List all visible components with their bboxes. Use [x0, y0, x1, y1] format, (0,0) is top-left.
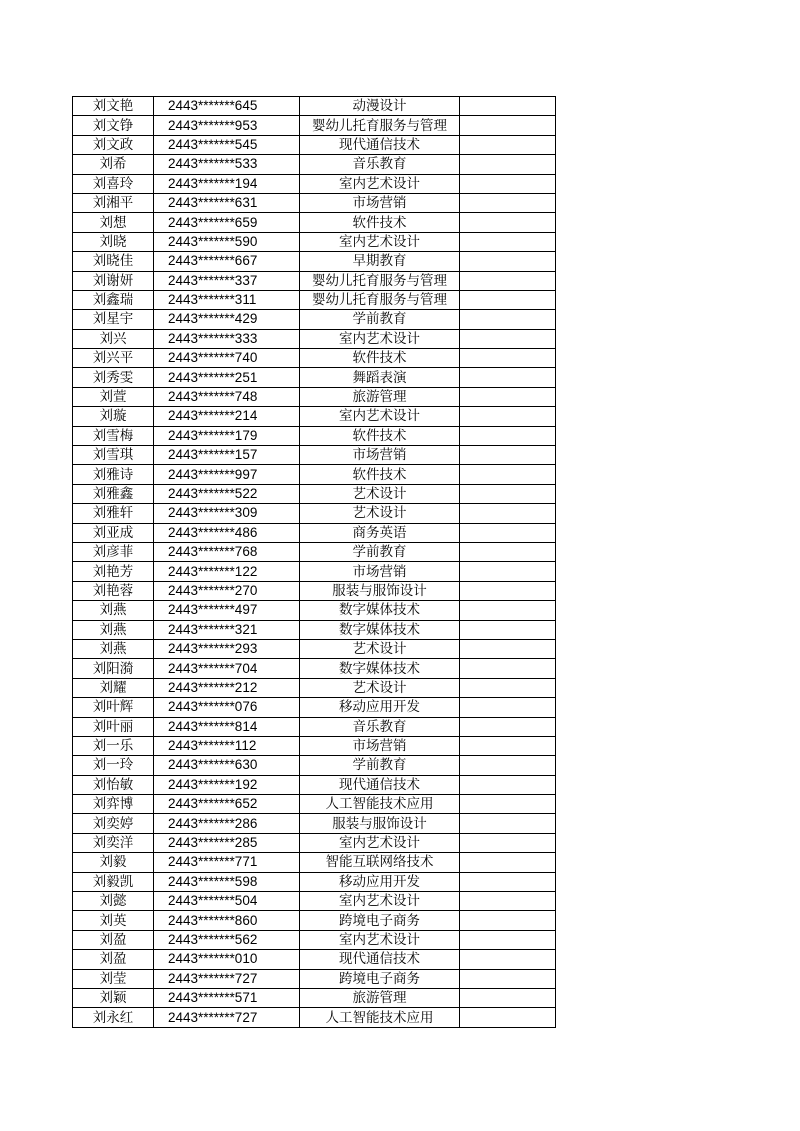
empty-cell — [460, 892, 556, 911]
student-id-cell: 2443*******504 — [154, 892, 300, 911]
empty-cell — [460, 814, 556, 833]
student-name-cell: 刘一玲 — [73, 756, 154, 775]
student-name-cell: 刘谢妍 — [73, 271, 154, 290]
table-row — [73, 97, 556, 116]
empty-cell — [460, 446, 556, 465]
major-cell: 动漫设计 — [300, 97, 460, 116]
empty-cell — [460, 213, 556, 232]
table-row — [73, 116, 556, 135]
table-row — [73, 387, 556, 406]
major-cell: 现代通信技术 — [300, 950, 460, 969]
student-name-cell: 刘希 — [73, 155, 154, 174]
empty-cell — [460, 950, 556, 969]
empty-cell — [460, 484, 556, 503]
major-cell: 现代通信技术 — [300, 775, 460, 794]
student-name-cell: 刘弈博 — [73, 795, 154, 814]
student-name-cell: 刘英 — [73, 911, 154, 930]
student-name-cell: 刘雅鑫 — [73, 484, 154, 503]
empty-cell — [460, 678, 556, 697]
roster-body — [73, 97, 556, 1028]
student-name-cell: 刘晓佳 — [73, 252, 154, 271]
student-id-cell: 2443*******179 — [154, 426, 300, 445]
major-cell: 市场营销 — [300, 446, 460, 465]
table-row — [73, 853, 556, 872]
empty-cell — [460, 426, 556, 445]
student-name-cell: 刘湘平 — [73, 193, 154, 212]
empty-cell — [460, 562, 556, 581]
major-cell: 婴幼儿托育服务与管理 — [300, 271, 460, 290]
table-row — [73, 756, 556, 775]
student-name-cell: 刘文铮 — [73, 116, 154, 135]
student-id-cell: 2443*******285 — [154, 833, 300, 852]
table-row — [73, 349, 556, 368]
empty-cell — [460, 310, 556, 329]
student-id-cell: 2443*******953 — [154, 116, 300, 135]
empty-cell — [460, 135, 556, 154]
major-cell: 早期教育 — [300, 252, 460, 271]
student-id-cell: 2443*******192 — [154, 775, 300, 794]
student-name-cell: 刘阳漪 — [73, 659, 154, 678]
student-id-cell: 2443*******286 — [154, 814, 300, 833]
major-cell: 艺术设计 — [300, 639, 460, 658]
major-cell: 室内艺术设计 — [300, 407, 460, 426]
student-name-cell: 刘喜玲 — [73, 174, 154, 193]
table-row — [73, 678, 556, 697]
empty-cell — [460, 368, 556, 387]
empty-cell — [460, 542, 556, 561]
student-name-cell: 刘盈 — [73, 950, 154, 969]
major-cell: 商务英语 — [300, 523, 460, 542]
student-id-cell: 2443*******748 — [154, 387, 300, 406]
student-id-cell: 2443*******212 — [154, 678, 300, 697]
student-id-cell: 2443*******076 — [154, 698, 300, 717]
table-row — [73, 698, 556, 717]
major-cell: 室内艺术设计 — [300, 329, 460, 348]
student-id-cell: 2443*******333 — [154, 329, 300, 348]
student-id-cell: 2443*******659 — [154, 213, 300, 232]
student-id-cell: 2443*******727 — [154, 1008, 300, 1027]
student-name-cell: 刘萱 — [73, 387, 154, 406]
table-row — [73, 174, 556, 193]
major-cell: 软件技术 — [300, 426, 460, 445]
student-id-cell: 2443*******429 — [154, 310, 300, 329]
student-name-cell: 刘燕 — [73, 601, 154, 620]
table-row — [73, 833, 556, 852]
student-name-cell: 刘永红 — [73, 1008, 154, 1027]
empty-cell — [460, 872, 556, 891]
table-row — [73, 639, 556, 658]
table-row — [73, 736, 556, 755]
student-id-cell: 2443*******545 — [154, 135, 300, 154]
table-row — [73, 950, 556, 969]
empty-cell — [460, 504, 556, 523]
student-name-cell: 刘盈 — [73, 930, 154, 949]
student-id-cell: 2443*******667 — [154, 252, 300, 271]
empty-cell — [460, 329, 556, 348]
table-row — [73, 911, 556, 930]
student-name-cell: 刘雪琪 — [73, 446, 154, 465]
table-row — [73, 562, 556, 581]
empty-cell — [460, 911, 556, 930]
major-cell: 跨境电子商务 — [300, 911, 460, 930]
table-row — [73, 426, 556, 445]
table-row — [73, 930, 556, 949]
empty-cell — [460, 407, 556, 426]
student-id-cell: 2443*******251 — [154, 368, 300, 387]
empty-cell — [460, 775, 556, 794]
empty-cell — [460, 833, 556, 852]
empty-cell — [460, 795, 556, 814]
student-name-cell: 刘燕 — [73, 639, 154, 658]
empty-cell — [460, 232, 556, 251]
student-name-cell: 刘莹 — [73, 969, 154, 988]
table-row — [73, 969, 556, 988]
table-row — [73, 446, 556, 465]
student-id-cell: 2443*******122 — [154, 562, 300, 581]
student-name-cell: 刘晓 — [73, 232, 154, 251]
major-cell: 软件技术 — [300, 213, 460, 232]
student-id-cell: 2443*******309 — [154, 504, 300, 523]
table-row — [73, 814, 556, 833]
student-name-cell: 刘鑫瑞 — [73, 290, 154, 309]
table-row — [73, 504, 556, 523]
student-id-cell: 2443*******497 — [154, 601, 300, 620]
student-id-cell: 2443*******768 — [154, 542, 300, 561]
table-row — [73, 310, 556, 329]
empty-cell — [460, 349, 556, 368]
student-name-cell: 刘叶辉 — [73, 698, 154, 717]
student-name-cell: 刘耀 — [73, 678, 154, 697]
student-name-cell: 刘璇 — [73, 407, 154, 426]
table-row — [73, 135, 556, 154]
major-cell: 学前教育 — [300, 310, 460, 329]
student-name-cell: 刘雪梅 — [73, 426, 154, 445]
empty-cell — [460, 174, 556, 193]
table-row — [73, 988, 556, 1007]
major-cell: 现代通信技术 — [300, 135, 460, 154]
student-name-cell: 刘叶丽 — [73, 717, 154, 736]
student-id-cell: 2443*******311 — [154, 290, 300, 309]
student-name-cell: 刘颖 — [73, 988, 154, 1007]
student-id-cell: 2443*******194 — [154, 174, 300, 193]
major-cell: 室内艺术设计 — [300, 892, 460, 911]
empty-cell — [460, 736, 556, 755]
table-row — [73, 892, 556, 911]
major-cell: 跨境电子商务 — [300, 969, 460, 988]
student-id-cell: 2443*******814 — [154, 717, 300, 736]
student-name-cell: 刘怡敏 — [73, 775, 154, 794]
student-name-cell: 刘星宇 — [73, 310, 154, 329]
table-row — [73, 775, 556, 794]
student-id-cell: 2443*******157 — [154, 446, 300, 465]
student-id-cell: 2443*******631 — [154, 193, 300, 212]
empty-cell — [460, 271, 556, 290]
major-cell: 学前教育 — [300, 542, 460, 561]
major-cell: 室内艺术设计 — [300, 232, 460, 251]
student-name-cell: 刘想 — [73, 213, 154, 232]
major-cell: 数字媒体技术 — [300, 620, 460, 639]
table-row — [73, 601, 556, 620]
table-row — [73, 659, 556, 678]
student-id-cell: 2443*******562 — [154, 930, 300, 949]
empty-cell — [460, 639, 556, 658]
table-row — [73, 795, 556, 814]
major-cell: 移动应用开发 — [300, 698, 460, 717]
student-name-cell: 刘艳芳 — [73, 562, 154, 581]
table-row — [73, 407, 556, 426]
student-id-cell: 2443*******997 — [154, 465, 300, 484]
table-row — [73, 193, 556, 212]
empty-cell — [460, 601, 556, 620]
table-row — [73, 290, 556, 309]
student-name-cell: 刘燕 — [73, 620, 154, 639]
table-row — [73, 252, 556, 271]
major-cell: 旅游管理 — [300, 387, 460, 406]
student-id-cell: 2443*******590 — [154, 232, 300, 251]
table-row — [73, 329, 556, 348]
empty-cell — [460, 659, 556, 678]
major-cell: 智能互联网络技术 — [300, 853, 460, 872]
major-cell: 移动应用开发 — [300, 872, 460, 891]
empty-cell — [460, 969, 556, 988]
table-row — [73, 542, 556, 561]
student-name-cell: 刘文政 — [73, 135, 154, 154]
empty-cell — [460, 290, 556, 309]
student-name-cell: 刘兴 — [73, 329, 154, 348]
major-cell: 旅游管理 — [300, 988, 460, 1007]
major-cell: 市场营销 — [300, 736, 460, 755]
empty-cell — [460, 252, 556, 271]
major-cell: 学前教育 — [300, 756, 460, 775]
student-id-cell: 2443*******598 — [154, 872, 300, 891]
table-row — [73, 155, 556, 174]
student-id-cell: 2443*******652 — [154, 795, 300, 814]
table-row — [73, 271, 556, 290]
major-cell: 服装与服饰设计 — [300, 581, 460, 600]
student-id-cell: 2443*******293 — [154, 639, 300, 658]
student-id-cell: 2443*******214 — [154, 407, 300, 426]
table-row — [73, 523, 556, 542]
major-cell: 音乐教育 — [300, 155, 460, 174]
empty-cell — [460, 387, 556, 406]
student-id-cell: 2443*******645 — [154, 97, 300, 116]
student-name-cell: 刘毅 — [73, 853, 154, 872]
student-id-cell: 2443*******522 — [154, 484, 300, 503]
major-cell: 室内艺术设计 — [300, 833, 460, 852]
empty-cell — [460, 756, 556, 775]
student-name-cell: 刘毅凯 — [73, 872, 154, 891]
table-row — [73, 717, 556, 736]
student-id-cell: 2443*******740 — [154, 349, 300, 368]
student-id-cell: 2443*******771 — [154, 853, 300, 872]
major-cell: 数字媒体技术 — [300, 601, 460, 620]
student-name-cell: 刘文艳 — [73, 97, 154, 116]
student-name-cell: 刘秀雯 — [73, 368, 154, 387]
empty-cell — [460, 465, 556, 484]
major-cell: 室内艺术设计 — [300, 930, 460, 949]
major-cell: 服装与服饰设计 — [300, 814, 460, 833]
major-cell: 人工智能技术应用 — [300, 1008, 460, 1027]
student-name-cell: 刘雅诗 — [73, 465, 154, 484]
major-cell: 婴幼儿托育服务与管理 — [300, 290, 460, 309]
major-cell: 室内艺术设计 — [300, 174, 460, 193]
table-row — [73, 872, 556, 891]
student-id-cell: 2443*******010 — [154, 950, 300, 969]
student-id-cell: 2443*******270 — [154, 581, 300, 600]
empty-cell — [460, 717, 556, 736]
empty-cell — [460, 116, 556, 135]
student-id-cell: 2443*******337 — [154, 271, 300, 290]
empty-cell — [460, 620, 556, 639]
student-id-cell: 2443*******727 — [154, 969, 300, 988]
empty-cell — [460, 930, 556, 949]
student-id-cell: 2443*******630 — [154, 756, 300, 775]
major-cell: 艺术设计 — [300, 504, 460, 523]
empty-cell — [460, 1008, 556, 1027]
student-id-cell: 2443*******704 — [154, 659, 300, 678]
student-id-cell: 2443*******486 — [154, 523, 300, 542]
major-cell: 艺术设计 — [300, 484, 460, 503]
empty-cell — [460, 523, 556, 542]
table-row — [73, 232, 556, 251]
major-cell: 舞蹈表演 — [300, 368, 460, 387]
student-name-cell: 刘奕洋 — [73, 833, 154, 852]
table-row — [73, 484, 556, 503]
student-id-cell: 2443*******533 — [154, 155, 300, 174]
student-roster-table — [72, 96, 556, 1028]
student-name-cell: 刘亚成 — [73, 523, 154, 542]
student-name-cell: 刘懿 — [73, 892, 154, 911]
empty-cell — [460, 193, 556, 212]
major-cell: 人工智能技术应用 — [300, 795, 460, 814]
student-name-cell: 刘一乐 — [73, 736, 154, 755]
major-cell: 数字媒体技术 — [300, 659, 460, 678]
major-cell: 婴幼儿托育服务与管理 — [300, 116, 460, 135]
major-cell: 软件技术 — [300, 465, 460, 484]
student-name-cell: 刘彦菲 — [73, 542, 154, 561]
major-cell: 市场营销 — [300, 193, 460, 212]
major-cell: 市场营销 — [300, 562, 460, 581]
student-id-cell: 2443*******571 — [154, 988, 300, 1007]
table-row — [73, 465, 556, 484]
student-name-cell: 刘雅轩 — [73, 504, 154, 523]
empty-cell — [460, 698, 556, 717]
table-row — [73, 620, 556, 639]
empty-cell — [460, 853, 556, 872]
major-cell: 艺术设计 — [300, 678, 460, 697]
major-cell: 音乐教育 — [300, 717, 460, 736]
student-name-cell: 刘奕婷 — [73, 814, 154, 833]
student-id-cell: 2443*******321 — [154, 620, 300, 639]
table-row — [73, 581, 556, 600]
table-row — [73, 213, 556, 232]
empty-cell — [460, 988, 556, 1007]
empty-cell — [460, 97, 556, 116]
empty-cell — [460, 581, 556, 600]
table-row — [73, 368, 556, 387]
table-row — [73, 1008, 556, 1027]
empty-cell — [460, 155, 556, 174]
student-name-cell: 刘兴平 — [73, 349, 154, 368]
student-id-cell: 2443*******860 — [154, 911, 300, 930]
student-name-cell: 刘艳蓉 — [73, 581, 154, 600]
major-cell: 软件技术 — [300, 349, 460, 368]
student-id-cell: 2443*******112 — [154, 736, 300, 755]
